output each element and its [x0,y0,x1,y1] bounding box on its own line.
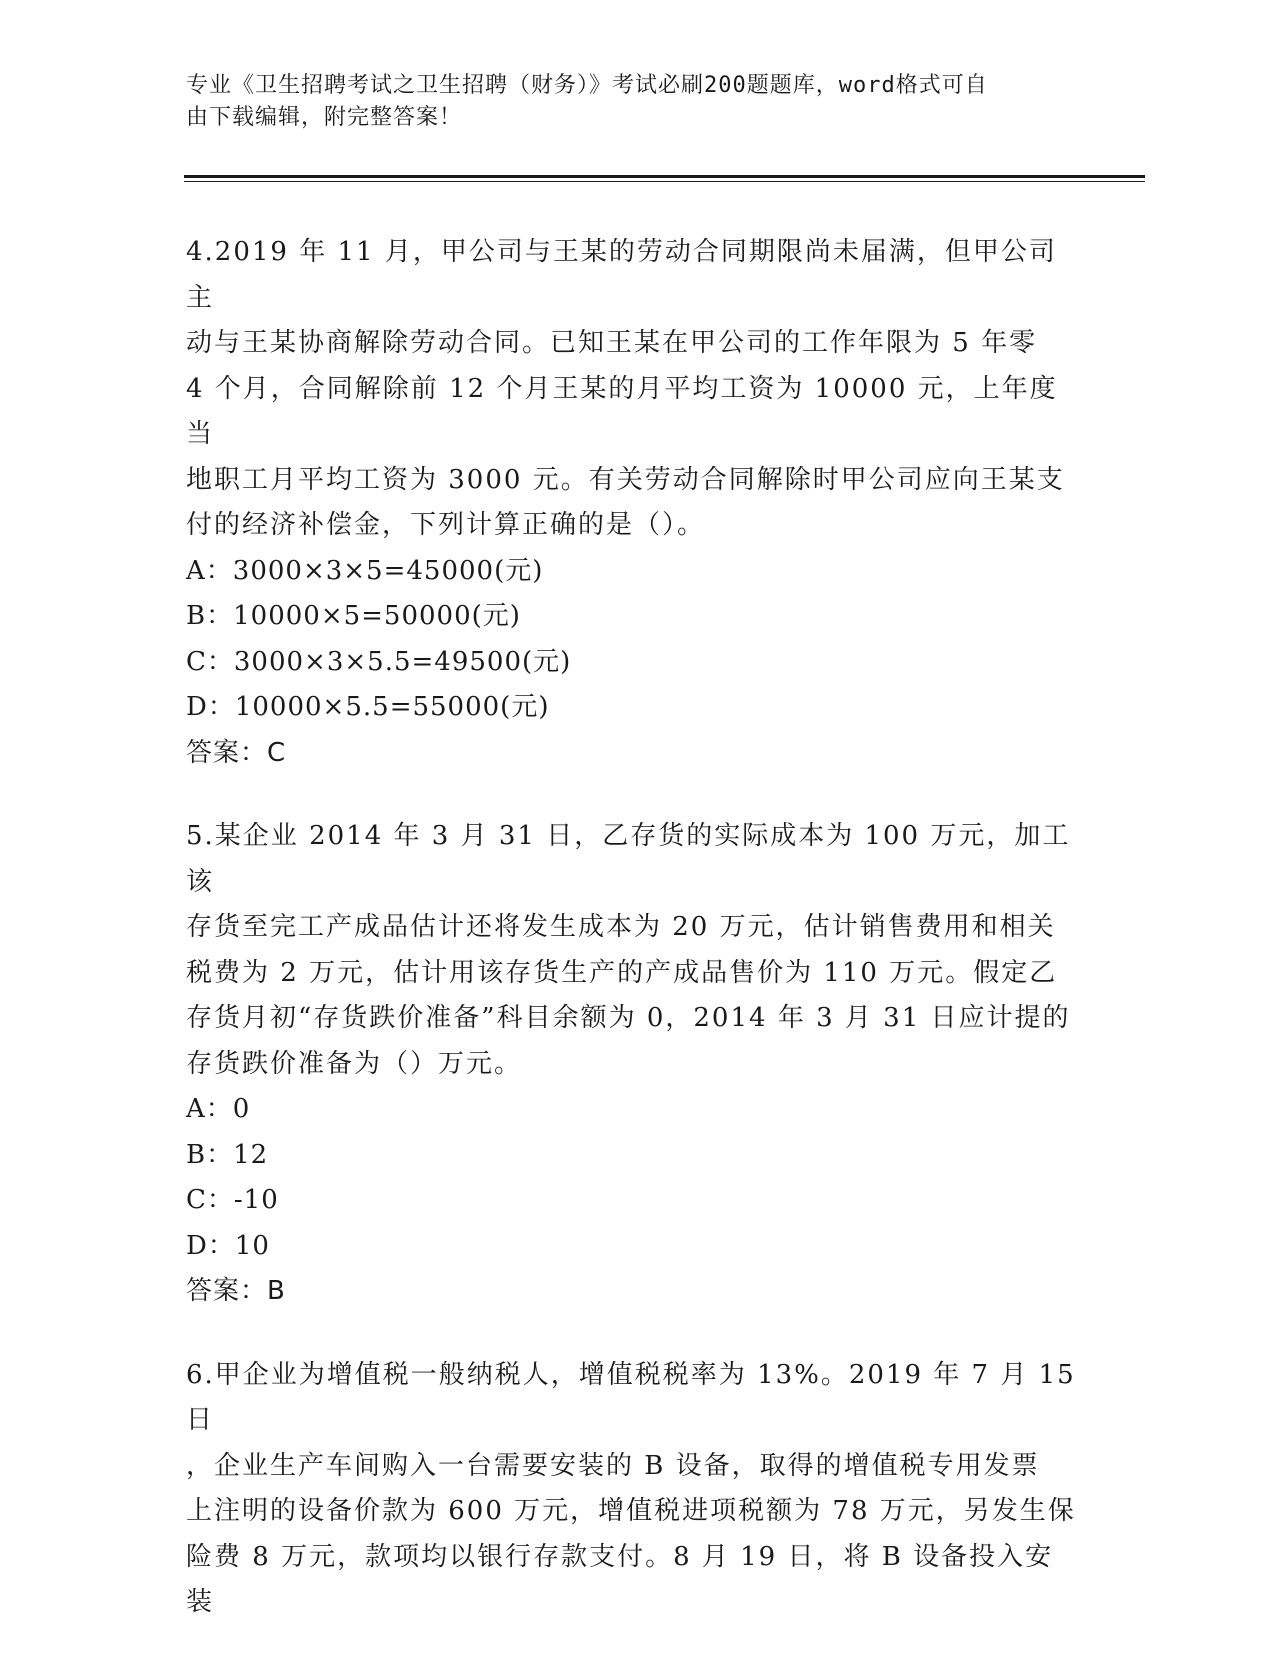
option-d: D：10 [186,1230,270,1261]
question-6 [186,1353,1076,1626]
answer-line: 答案：B [186,1276,286,1306]
question-text-line: 4.2019 年 11 月，甲公司与王某的劳动合同期限尚未届满，但甲公司主 [186,237,1057,313]
option-a: A：0 [186,1094,251,1124]
question-text-line: 税费为 2 万元，估计用该存货生产的产成品售价为 110 万元。假定乙 [186,957,1058,988]
question-text-line: 存货跌价准备为（）万元。 [186,1048,523,1079]
question-5 [186,814,1076,1315]
question-text-line: 付的经济补偿金，下列计算正确的是（）。 [186,510,706,540]
header-rule-thick [184,175,1145,178]
question-4 [186,230,1076,776]
question-text-line: 地职工月平均工资为 3000 元。有关劳动合同解除时甲公司应向王某支 [186,464,1065,495]
question-text-line: 上注明的设备价款为 600 万元，增值税进项税额为 78 万元，另发生保 [186,1496,1076,1526]
header-line-1: 专业《卫生招聘考试之卫生招聘（财务）》考试必刷200题题库，word格式可自 [186,73,988,98]
option-b: B：10000×5=50000(元) [186,601,521,631]
question-text-line: 动与王某协商解除劳动合同。已知王某在甲公司的工作年限为 5 年零 [186,328,1038,358]
question-list [186,230,1076,1664]
question-text-line: 6.甲企业为增值税一般纳税人，增值税税率为 13%。2019 年 7 月 15 日 [186,1359,1076,1435]
option-d: D：10000×5.5=55000(元) [186,692,550,722]
question-text-line: 险费 8 万元，款项均以银行存款支付。8 月 19 日，将 B 设备投入安装 [186,1541,1054,1617]
header-rule-thin [184,181,1145,182]
answer-line: 答案：C [186,737,287,768]
option-c: C：-10 [186,1185,279,1215]
question-text-line: ，企业生产车间购入一台需要安装的 B 设备，取得的增值税专用发票 [186,1450,1040,1481]
document-header [186,70,1066,134]
option-a: A：3000×3×5=45000(元) [186,555,544,586]
question-text-line: 5.某企业 2014 年 3 月 31 日，乙存货的实际成本为 100 万元，加工该 [186,821,1071,897]
header-line-2: 由下载编辑，附完整答案！ [186,105,463,130]
question-text-line: 存货至完工产成品估计还将发生成本为 20 万元，估计销售费用和相关 [186,912,1056,942]
question-text-line: 存货月初“存货跌价准备”科目余额为 0，2014 年 3 月 31 日应计提的 [186,1003,1071,1033]
option-b: B：12 [186,1139,269,1170]
question-text-line: 4 个月，合同解除前 12 个月王某的月平均工资为 10000 元，上年度当 [186,373,1058,449]
option-c: C：3000×3×5.5=49500(元) [186,646,572,677]
